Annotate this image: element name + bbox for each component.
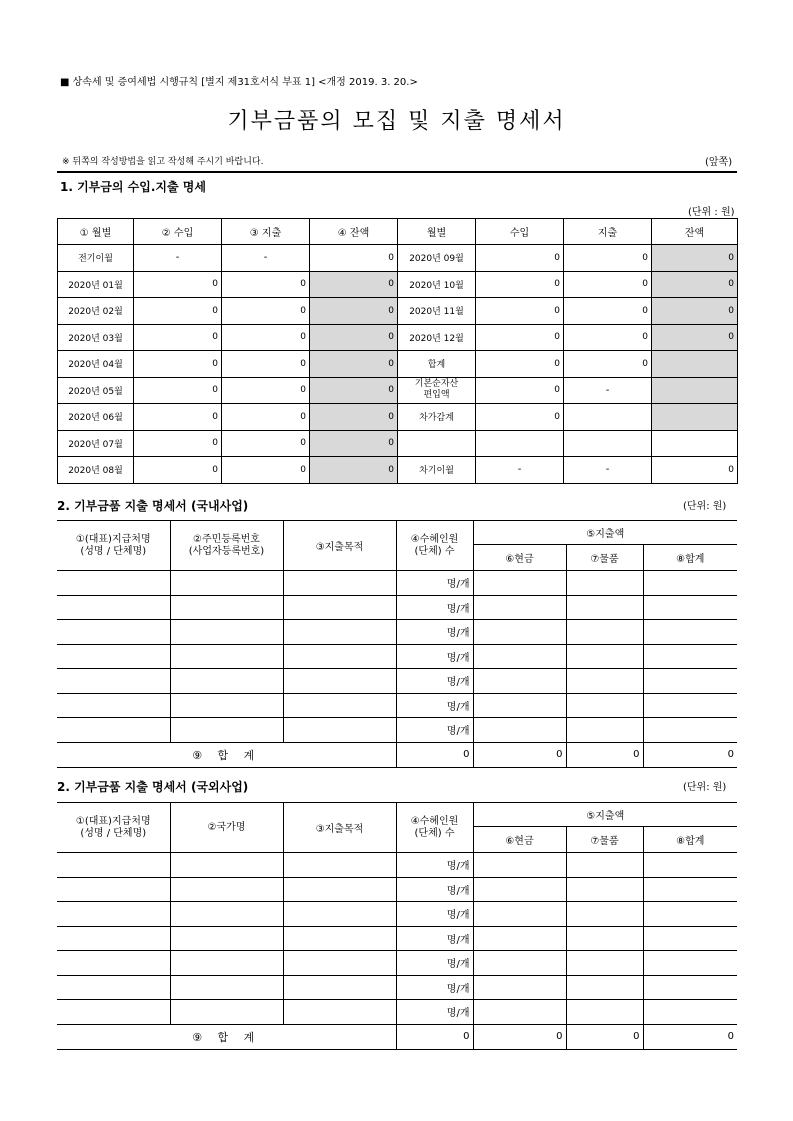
table-row	[57, 669, 737, 694]
purpose-header: ③지출목적	[283, 521, 396, 571]
table-row	[58, 377, 738, 404]
section1-title: 1. 기부금의 수입.지출 명세	[60, 180, 206, 194]
total-cell	[643, 620, 737, 645]
table-row	[57, 620, 737, 645]
count-cell: 명/개	[396, 926, 473, 951]
table-row	[57, 902, 737, 927]
sum-row	[57, 1024, 737, 1049]
expense-cell-right	[564, 430, 652, 457]
month-cell-right: 2020년 09월	[398, 245, 476, 272]
cash-cell	[473, 853, 566, 878]
cash-cell	[473, 975, 566, 1000]
expense-cell: 0	[222, 271, 310, 298]
sum-cash-cell: 0	[473, 1024, 566, 1049]
cash-header: ⑥현금	[473, 827, 566, 853]
cash-cell	[473, 595, 566, 620]
purpose-cell	[283, 975, 396, 1000]
section3-unit: (단위: 원)	[683, 782, 727, 793]
table-row	[58, 324, 738, 351]
expense-cell-right: 0	[564, 324, 652, 351]
name-cell	[57, 902, 170, 927]
purpose-cell	[283, 902, 396, 927]
sum-total-cell: 0	[643, 742, 737, 767]
amount-header: ⑤지출액	[473, 803, 737, 827]
income-cell: -	[134, 245, 222, 272]
count-cell: 명/개	[396, 669, 473, 694]
table-row	[57, 718, 737, 743]
count-header: ④수혜인원 (단체) 수	[396, 521, 473, 571]
income-cell: 0	[134, 324, 222, 351]
id-cell	[170, 669, 283, 694]
purpose-header: ③지출목적	[283, 803, 396, 853]
month-cell-right: 차가감계	[398, 404, 476, 431]
domestic-expense-table	[57, 520, 737, 768]
expense-cell: 0	[222, 377, 310, 404]
purpose-cell	[283, 644, 396, 669]
month-cell: 2020년 04월	[58, 351, 134, 378]
table-row	[57, 926, 737, 951]
income-cell: 0	[134, 404, 222, 431]
sum-count-cell: 0	[396, 742, 473, 767]
total-cell	[643, 877, 737, 902]
cash-header: ⑥현금	[473, 545, 566, 571]
section2-title: 2. 기부금품 지출 명세서 (국내사업)	[57, 499, 249, 513]
cash-cell	[473, 620, 566, 645]
column-header: 월별	[398, 219, 476, 245]
month-cell-right: 차기이월	[398, 457, 476, 484]
id-cell	[170, 853, 283, 878]
count-cell: 명/개	[396, 595, 473, 620]
total-cell	[643, 718, 737, 743]
column-header: ① 월별	[58, 219, 134, 245]
balance-cell: 0	[310, 404, 398, 431]
purpose-cell	[283, 571, 396, 596]
cash-cell	[473, 1000, 566, 1025]
balance-cell: 0	[310, 245, 398, 272]
sum-goods-cell: 0	[566, 1024, 643, 1049]
expense-cell-right: 0	[564, 351, 652, 378]
cash-cell	[473, 877, 566, 902]
id-cell	[170, 620, 283, 645]
expense-cell: 0	[222, 430, 310, 457]
expense-cell: 0	[222, 457, 310, 484]
goods-cell	[566, 644, 643, 669]
cash-cell	[473, 669, 566, 694]
purpose-cell	[283, 693, 396, 718]
table-header-row	[57, 521, 737, 545]
purpose-cell	[283, 926, 396, 951]
id-cell	[170, 693, 283, 718]
expense-cell: 0	[222, 324, 310, 351]
purpose-cell	[283, 669, 396, 694]
count-cell: 명/개	[396, 693, 473, 718]
income-cell-right: 0	[476, 377, 564, 404]
cash-cell	[473, 693, 566, 718]
income-cell: 0	[134, 271, 222, 298]
table-row	[57, 853, 737, 878]
income-cell: 0	[134, 298, 222, 325]
count-cell: 명/개	[396, 877, 473, 902]
section2-unit: (단위: 원)	[683, 501, 727, 512]
balance-cell: 0	[310, 457, 398, 484]
id-cell	[170, 902, 283, 927]
income-cell-right: 0	[476, 404, 564, 431]
name-cell	[57, 571, 170, 596]
id-cell	[170, 571, 283, 596]
front-page-label: (앞쪽)	[705, 157, 733, 168]
table-row	[58, 245, 738, 272]
instruction-note: ※ 뒤쪽의 작성방법을 읽고 작성해 주시기 바랍니다.	[62, 157, 264, 167]
section1-unit: (단위 : 원)	[688, 207, 735, 218]
divider-top	[57, 171, 737, 173]
table-row	[57, 975, 737, 1000]
table-row	[58, 271, 738, 298]
sum-total-cell: 0	[643, 1024, 737, 1049]
goods-cell	[566, 595, 643, 620]
expense-cell-right: -	[564, 457, 652, 484]
count-cell: 명/개	[396, 571, 473, 596]
balance-cell-right: 0	[652, 324, 738, 351]
expense-cell: 0	[222, 298, 310, 325]
form-reference-note: ■ 상속세 및 증여세법 시행규칙 [별지 제31호서식 부표 1] <개정 2019. 3. 20.>	[60, 77, 418, 88]
table-row	[57, 644, 737, 669]
balance-cell-right	[652, 351, 738, 378]
goods-cell	[566, 718, 643, 743]
column-header: 지출	[564, 219, 652, 245]
goods-cell	[566, 1000, 643, 1025]
name-cell	[57, 620, 170, 645]
page-title: 기부금품의 모집 및 지출 명세서	[227, 109, 566, 134]
table-header-row	[57, 803, 737, 827]
balance-cell: 0	[310, 324, 398, 351]
table-header-row	[58, 219, 738, 245]
table-row	[58, 351, 738, 378]
id-cell	[170, 718, 283, 743]
cash-cell	[473, 951, 566, 976]
goods-cell	[566, 902, 643, 927]
goods-cell	[566, 877, 643, 902]
table-row	[58, 457, 738, 484]
purpose-cell	[283, 595, 396, 620]
section3-title: 2. 기부금품 지출 명세서 (국외사업)	[57, 780, 249, 794]
balance-cell: 0	[310, 351, 398, 378]
income-cell-right: 0	[476, 271, 564, 298]
expense-cell-right: 0	[564, 245, 652, 272]
income-cell: 0	[134, 430, 222, 457]
purpose-cell	[283, 877, 396, 902]
country-header: ②국가명	[170, 803, 283, 853]
sum-row	[57, 742, 737, 767]
total-cell	[643, 926, 737, 951]
table-row	[58, 404, 738, 431]
month-cell: 2020년 02월	[58, 298, 134, 325]
month-cell: 2020년 03월	[58, 324, 134, 351]
goods-header: ⑦물품	[566, 827, 643, 853]
month-cell-right	[398, 430, 476, 457]
goods-cell	[566, 669, 643, 694]
balance-cell-right	[652, 404, 738, 431]
total-header: ⑧합계	[643, 545, 737, 571]
name-cell	[57, 1000, 170, 1025]
name-cell	[57, 595, 170, 620]
id-cell	[170, 926, 283, 951]
name-cell	[57, 853, 170, 878]
total-header: ⑧합계	[643, 827, 737, 853]
goods-cell	[566, 620, 643, 645]
total-cell	[643, 571, 737, 596]
month-cell: 2020년 08월	[58, 457, 134, 484]
month-cell-right: 합계	[398, 351, 476, 378]
goods-cell	[566, 853, 643, 878]
cash-cell	[473, 571, 566, 596]
overseas-expense-table	[57, 802, 737, 1050]
income-cell-right: 0	[476, 351, 564, 378]
total-cell	[643, 644, 737, 669]
table-row	[57, 877, 737, 902]
table-row	[57, 693, 737, 718]
total-cell	[643, 951, 737, 976]
count-cell: 명/개	[396, 975, 473, 1000]
purpose-cell	[283, 718, 396, 743]
goods-cell	[566, 571, 643, 596]
month-cell: 전기이월	[58, 245, 134, 272]
count-cell: 명/개	[396, 718, 473, 743]
cash-cell	[473, 718, 566, 743]
goods-header: ⑦물품	[566, 545, 643, 571]
name-cell	[57, 951, 170, 976]
sum-label: ⑨ 합 계	[57, 1024, 396, 1049]
sum-cash-cell: 0	[473, 742, 566, 767]
sum-goods-cell: 0	[566, 742, 643, 767]
total-cell	[643, 853, 737, 878]
column-header: 수입	[476, 219, 564, 245]
total-cell	[643, 693, 737, 718]
goods-cell	[566, 926, 643, 951]
balance-cell: 0	[310, 430, 398, 457]
expense-cell: 0	[222, 351, 310, 378]
count-cell: 명/개	[396, 951, 473, 976]
month-cell-right: 2020년 11월	[398, 298, 476, 325]
total-cell	[643, 595, 737, 620]
name-cell	[57, 926, 170, 951]
purpose-cell	[283, 951, 396, 976]
sum-label: ⑨ 합 계	[57, 742, 396, 767]
id-cell	[170, 877, 283, 902]
purpose-cell	[283, 1000, 396, 1025]
table-row	[57, 951, 737, 976]
expense-cell: 0	[222, 404, 310, 431]
balance-cell-right	[652, 377, 738, 404]
expense-cell-right: 0	[564, 271, 652, 298]
total-cell	[643, 669, 737, 694]
cash-cell	[473, 902, 566, 927]
income-cell: 0	[134, 351, 222, 378]
id-cell	[170, 595, 283, 620]
income-cell-right: 0	[476, 245, 564, 272]
table-row	[57, 595, 737, 620]
month-cell: 2020년 06월	[58, 404, 134, 431]
id-cell	[170, 975, 283, 1000]
count-cell: 명/개	[396, 902, 473, 927]
expense-cell: -	[222, 245, 310, 272]
column-header: ④ 잔액	[310, 219, 398, 245]
id-cell	[170, 644, 283, 669]
income-cell: 0	[134, 377, 222, 404]
count-cell: 명/개	[396, 644, 473, 669]
cash-cell	[473, 926, 566, 951]
amount-header: ⑤지출액	[473, 521, 737, 545]
month-cell: 2020년 07월	[58, 430, 134, 457]
sum-count-cell: 0	[396, 1024, 473, 1049]
cash-cell	[473, 644, 566, 669]
expense-cell-right: -	[564, 377, 652, 404]
balance-cell-right: 0	[652, 271, 738, 298]
name-cell	[57, 693, 170, 718]
id-cell	[170, 1000, 283, 1025]
name-header: ①(대표)지급처명 (성명 / 단체명)	[57, 521, 170, 571]
count-cell: 명/개	[396, 620, 473, 645]
income-cell-right: 0	[476, 324, 564, 351]
income-cell-right	[476, 430, 564, 457]
goods-cell	[566, 693, 643, 718]
month-cell-right: 2020년 12월	[398, 324, 476, 351]
name-cell	[57, 718, 170, 743]
table-row	[57, 571, 737, 596]
balance-cell: 0	[310, 377, 398, 404]
income-cell-right: -	[476, 457, 564, 484]
name-cell	[57, 877, 170, 902]
balance-cell: 0	[310, 271, 398, 298]
expense-cell-right: 0	[564, 298, 652, 325]
month-cell-right: 기본순자산 편입액	[398, 377, 476, 404]
column-header: 잔액	[652, 219, 738, 245]
balance-cell: 0	[310, 298, 398, 325]
month-cell-right: 2020년 10월	[398, 271, 476, 298]
balance-cell-right: 0	[652, 245, 738, 272]
balance-cell-right: 0	[652, 457, 738, 484]
goods-cell	[566, 951, 643, 976]
balance-cell-right: 0	[652, 298, 738, 325]
name-cell	[57, 975, 170, 1000]
count-header: ④수혜인원 (단체) 수	[396, 803, 473, 853]
income-cell: 0	[134, 457, 222, 484]
name-cell	[57, 669, 170, 694]
expense-cell-right	[564, 404, 652, 431]
name-cell	[57, 644, 170, 669]
purpose-cell	[283, 853, 396, 878]
total-cell	[643, 975, 737, 1000]
id-cell	[170, 951, 283, 976]
total-cell	[643, 902, 737, 927]
income-expense-table	[57, 218, 738, 484]
id-header: ②주민등록번호 (사업자등록번호)	[170, 521, 283, 571]
goods-cell	[566, 975, 643, 1000]
table-row	[58, 430, 738, 457]
table-row	[58, 298, 738, 325]
month-cell: 2020년 05월	[58, 377, 134, 404]
purpose-cell	[283, 620, 396, 645]
month-cell: 2020년 01월	[58, 271, 134, 298]
column-header: ② 수입	[134, 219, 222, 245]
table-row	[57, 1000, 737, 1025]
name-header: ①(대표)지급처명 (성명 / 단체명)	[57, 803, 170, 853]
count-cell: 명/개	[396, 853, 473, 878]
balance-cell-right	[652, 430, 738, 457]
total-cell	[643, 1000, 737, 1025]
column-header: ③ 지출	[222, 219, 310, 245]
income-cell-right: 0	[476, 298, 564, 325]
count-cell: 명/개	[396, 1000, 473, 1025]
